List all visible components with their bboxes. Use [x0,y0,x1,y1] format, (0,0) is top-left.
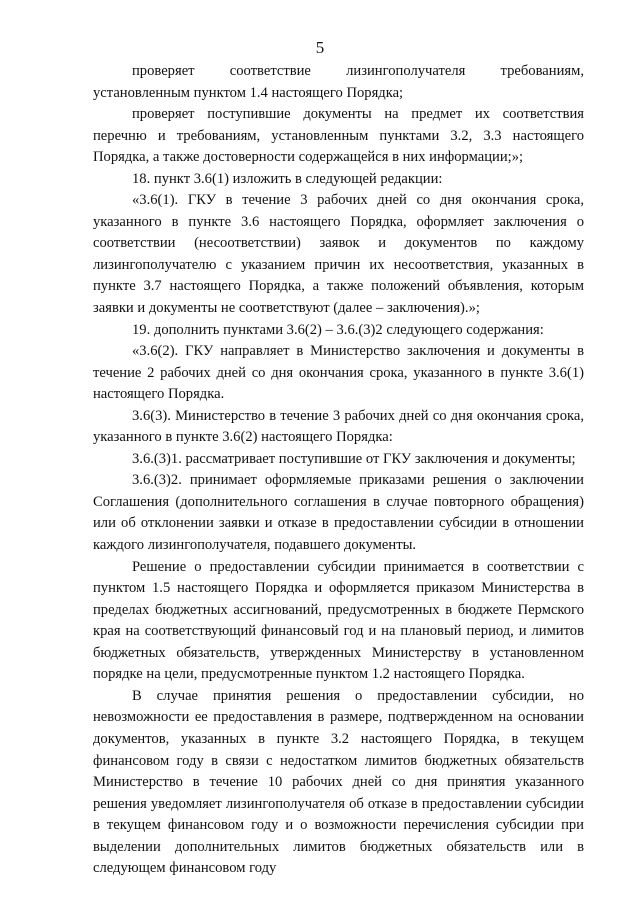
paragraph: 3.6.(3)2. принимает оформляемые приказами решения о заключении Соглашения (дополнительного соглашения в случае повторного обращения) или об отклонении заявки и отказе в предоставлении субсидии в отношении каждого лизингополучателя, подавшего документы. [93,472,584,554]
paragraph: проверяет соответствие лизингополучателя требованиям, установленным пунктом 1.4 настоящего Порядка; [93,63,584,101]
paragraph: 3.6.(3)1. рассматривает поступившие от ГКУ заключения и документы; [132,450,576,467]
paragraph: В случае принятия решения о предоставлении субсидии, но невозможности ее предоставления в размере, подтвержденном на основании документов, указанных в пункте 3.2 настоящего Порядка, в текущем финансовом году в связи с недостатком лимитов бюджетных обязательств Министерство в течение 10 рабочих дней со дня принятия указанного решения уведомляет лизингополучателя об отказе в предоставлении субсидии в текущем финансовом году и о возможности перечисления субсидии при выделении дополнительных лимитов бюджетных обязательств или в следующем финансовом году [93,687,584,877]
paragraph: 19. дополнить пунктами 3.6(2) – 3.6.(3)2 следующего содержания: [132,321,544,338]
document-body [93,61,584,880]
page-number: 5 [315,38,325,57]
paragraph: «3.6(1). ГКУ в течение 3 рабочих дней со дня окончания срока, указанного в пункте 3.6 настоящего Порядка, оформляет заключения о соответствии (несоответствии) заявок и документов по каждому лизингополучателю с указанием причин их несоответствия, указанных в пункте 3.7 настоящего Порядка, а также положений объявления, которым заявки и документы не соответствуют (далее – заключения).»; [93,192,584,317]
paragraph: «3.6(2). ГКУ направляет в Министерство заключения и документы в течение 2 рабочих дней со дня окончания срока, указанного в пункте 3.6(1) настоящего Порядка. [93,343,584,403]
paragraph: 3.6(3). Министерство в течение 3 рабочих дней со дня окончания срока, указанного в пункте 3.6(2) настоящего Порядка: [93,407,584,446]
paragraph: 18. пункт 3.6(1) изложить в следующей редакции: [132,170,443,187]
paragraph: проверяет поступившие документы на предмет их соответствия перечню и требованиям, установленным пунктами 3.2, 3.3 настоящего Порядка, а также достоверности содержащейся в них информации;»; [93,106,584,166]
paragraph: Решение о предоставлении субсидии принимается в соответствии с пунктом 1.5 настоящего Порядка и оформляется приказом Министерства в пределах бюджетных ассигнований, предусмотренных в бюджете Пермского края на соответствующий финансовый год и на плановый период, и лимитов бюджетных обязательств, утвержденных Министерству в установленном порядке на цели, предусмотренные пунктом 1.2 настоящего Порядка. [93,558,584,683]
